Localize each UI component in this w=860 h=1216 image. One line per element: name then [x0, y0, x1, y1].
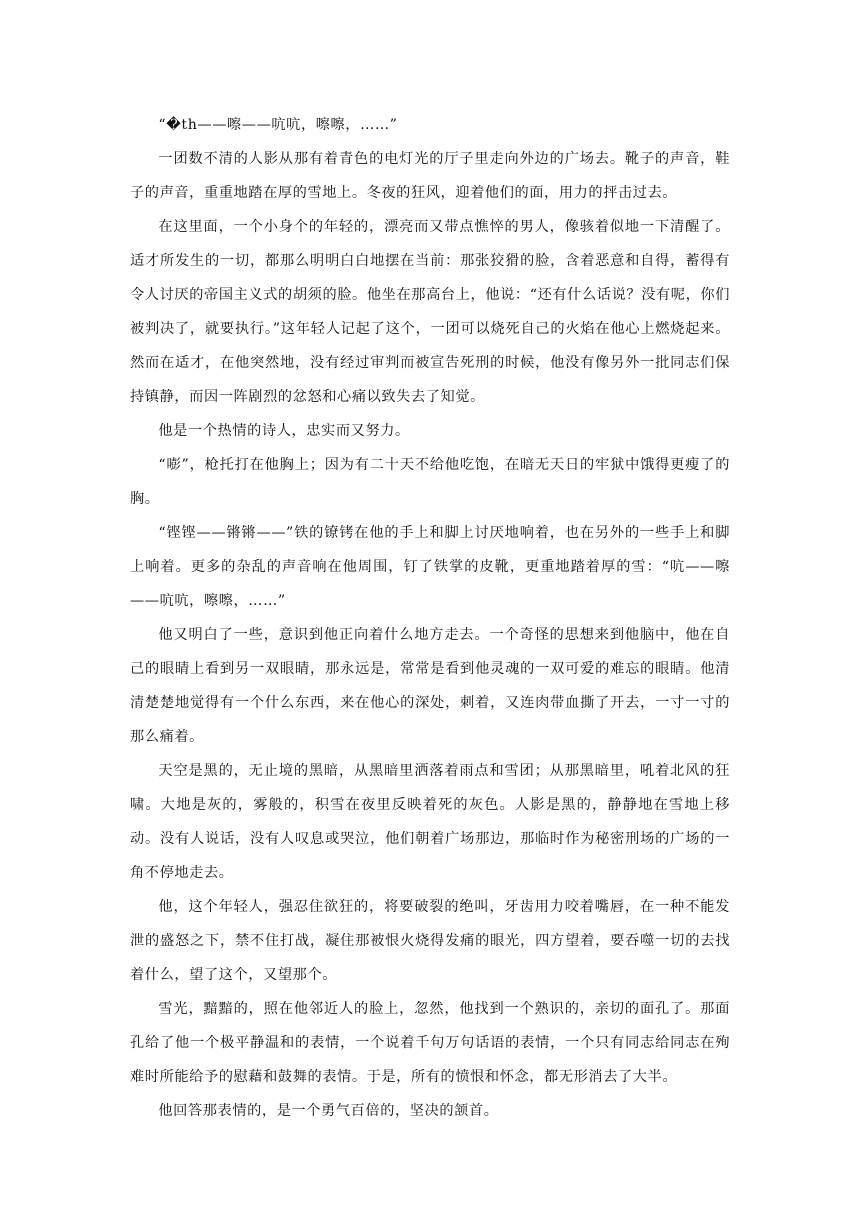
paragraph-2: 一团数不清的人影从那有着青色的电灯光的厅子里走向外边的广场去。靴子的声音，鞋子的声音，重重地踏在厚的雪地上。冬夜的狂风，迎着他们的面，用力的抨击过去。	[130, 151, 730, 201]
story-text	[130, 108, 730, 1128]
paragraph-7: 他又明白了一些，意识到他正向着什么地方走去。一个奇怪的思想来到他脑中，他在自己的眼睛上看到另一双眼睛，那永远是，常常是看到他灵魂的一双可爱的难忘的眼睛。他清清楚楚地觉得有一个什么东西，来在他心的深处，刺着，又连肉带血撕了开去，一寸一寸的那么痛着。	[130, 627, 730, 745]
paragraph-10: 雪光，黯黯的，照在他邻近人的脸上，忽然，他找到一个熟识的，亲切的面孔了。那面孔给了他一个极平静温和的表情，一个说着千句万句话语的表情，一个只有同志给同志在殉难时所能给予的慰藉和鼓舞的表情。于是，所有的愤恨和怀念，都无形消去了大半。	[130, 1001, 730, 1085]
paragraph-5: “嘭”，枪托打在他胸上；因为有二十天不给他吃饱，在暗无天日的牢狱中饿得更瘦了的胸。	[130, 457, 730, 507]
paragraph-4: 他是一个热情的诗人，忠实而又努力。	[158, 423, 410, 439]
paragraph-3: 在这里面，一个小身个的年轻的，漂亮而又带点憔悴的男人，像骇着似地一下清醒了。适才所发生的一切，都那么明明白白地摆在当前：那张狡猾的脸，含着恶意和自得，蓄得有令人讨厌的帝国主义式的胡须的脸。他坐在那高台上，他说：“还有什么话说？没有呢，你们被判决了，就要执行。”这年轻人记起了这个，一团可以烧死自己的火焰在他心上燃烧起来。然而在适才，在他突然地，没有经过审判而被宣告死刑的时候，他没有像另外一批同志们保持镇静，而因一阵剧烈的忿怒和心痛以致失去了知觉。	[130, 219, 730, 405]
paragraph-6: “铿铿——锵锵——”铁的镣铐在他的手上和脚上讨厌地响着，也在另外的一些手上和脚上响着。更多的杂乱的声音响在他周围，钉了铁掌的皮靴，更重地踏着厚的雪：“吭——嚓——吭吭，嚓嚓，……”	[130, 525, 730, 609]
paragraph-9: 他，这个年轻人，强忍住欲狂的，将要破裂的绝叫，牙齿用力咬着嘴唇，在一种不能发泄的盛怒之下，禁不住打战，凝住那被恨火烧得发痛的眼光，四方望着，要吞噬一切的去找着什么，望了这个，又望那个。	[130, 899, 730, 983]
paragraph-1: “�th——嚓——吭吭，嚓嚓，……”	[158, 117, 398, 133]
paragraph-11: 他回答那表情的，是一个勇气百倍的，坚决的颔首。	[158, 1103, 499, 1119]
paragraph-8: 天空是黑的，无止境的黑暗，从黑暗里洒落着雨点和雪团；从那黑暗里，吼着北风的狂啸。大地是灰的，雾般的，积雪在夜里反映着死的灰色。人影是黑的，静静地在雪地上移动。没有人说话，没有人叹息或哭泣，他们朝着广场那边，那临时作为秘密刑场的广场的一角不停地走去。	[130, 763, 730, 881]
